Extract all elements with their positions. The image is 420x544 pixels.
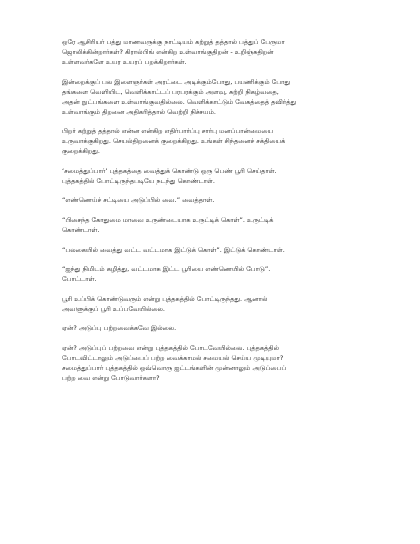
text-line: ஜொலிக்கின்றார்கள்? கிரால்பிங் என்கிற உள்வாங்குதிறன் - உறிஞ்சுதிறன் — [62, 48, 274, 56]
text-line: குறைக்கிறது. — [62, 147, 100, 156]
text-line: புத்தகத்தில் போட்டிருந்தபடியே நடந்து கொண்டாள். — [62, 176, 215, 185]
text-line: அவளுக்குப் பூரி உப்பவேயில்லை. — [62, 304, 165, 313]
text-line: ஏன்? அடுப்பு பற்றவைக்கவே இல்லை. — [62, 324, 177, 333]
text-line: போட்டாள். — [62, 275, 97, 284]
text-line: ஏன்? அடுப்புப் பற்றவை என்று புத்தகத்தில் போடவேயில்லை. புத்தகத்தில் — [62, 343, 279, 352]
paragraph — [62, 77, 374, 117]
paragraph — [62, 195, 374, 205]
paragraph — [62, 245, 374, 255]
paragraph — [62, 166, 374, 186]
text-line: “பலகையில் வைத்து வட்ட வட்டமாக இட்டுக் கொள்”. இட்டுக் கொண்டாள். — [62, 245, 285, 254]
text-line: “பிசைந்த கோதுமை மாவை உருண்டையாக உருட்டிக் கொள்”. உருட்டிக் — [62, 215, 274, 224]
text-line: இன்றைக்குப் பல இளைஞர்கள் அரட்டை அடிக்கும்போது, பயணிக்கும் போது — [62, 77, 291, 86]
text-line: பிறர் கற்றுத் தத்தால் என்ன என்கிற எதிர்பார்ப்பு சார்பு மனப்பான்மையை — [62, 127, 274, 136]
text-line: உள்ளவர்களே உயர உயரப் பறக்கிறார்கள். — [62, 58, 187, 66]
paragraph — [62, 264, 374, 284]
text-line: ‘சமைத்துப்பார்’ புத்தகத்தை வைத்துக் கொண்டு ஒரு பெண் பூரி செய்தாள். — [62, 166, 277, 175]
text-line: போடவிட்டாலும் அடுப்பைப் பற்ற வைக்காமல் சமையல் செய்ய முடியுமா? — [62, 353, 284, 362]
paragraph — [62, 215, 374, 235]
text-line: சமைத்துப்பார் புத்தகத்தில் ஒவ்வொரு ஐட்டங்களின் முன்னாலும் அடுப்பைப் — [62, 363, 287, 372]
text-line: பற்ற வை என்று போடுவார்களா? — [62, 373, 160, 382]
text-line: பூரி உப்பிக் கொண்டுவரும் என்று புத்தகத்தில் போட்டிருந்தது. ஆனால் — [62, 294, 268, 303]
paragraph — [62, 343, 374, 383]
paragraph — [62, 126, 374, 156]
text-line: ஒரே ஆசிரியர் பத்து மாணவருக்கு நாட்டியம் கற்றுத் தத்தால் பத்துப் பேருமா — [62, 38, 285, 46]
text-line: “ஐந்து நிமிடம் கழித்து, வட்டமாக இட்ட பூரியை எண்ணெயில் போடு”. — [62, 265, 271, 274]
paragraph — [62, 37, 374, 67]
text-line: உள்வாங்கும் திறனை அதிகரித்தால் வெற்றி நிச்சயம். — [62, 107, 216, 116]
paragraph — [62, 294, 374, 314]
text-line: தங்களை வெளியிட, வெளிக்காட்டப் பரபரக்கும் அளவு, சுற்றி நிகழ்வதை, — [62, 87, 279, 96]
text-line: அதன் நுட்பங்களை உள்வாங்குவதில்லை. வெளிக்காட்டும் வேகத்தைத் தவிர்த்து — [62, 97, 297, 106]
text-line: “எண்ணெய்ச் சட்டியை அடுப்பில் வை.” வைத்தாள். — [62, 196, 215, 205]
text-line: கொண்டாள். — [62, 225, 100, 234]
text-line: உருவாக்குகிறது. செயல்திறனைக் குறைக்கிறது. உங்கள் சிந்தனைச் சக்தியைக் — [62, 137, 286, 146]
paragraph — [62, 323, 374, 333]
